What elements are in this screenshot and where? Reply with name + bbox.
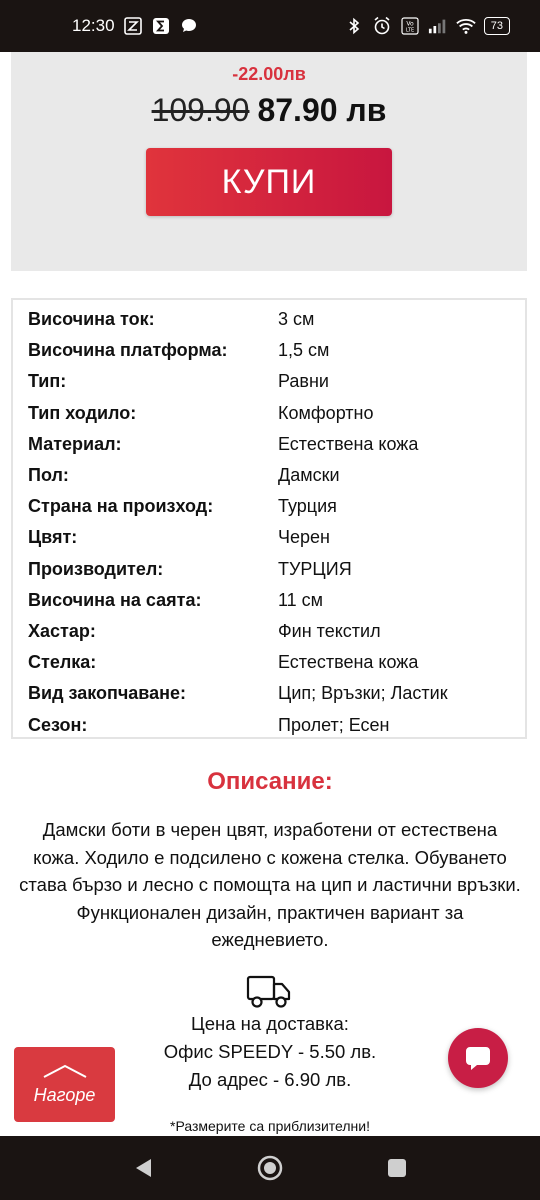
spec-value: Пролет; Есен bbox=[278, 714, 390, 735]
delivery-office-price: Офис SPEEDY - 5.50 лв. bbox=[163, 1041, 377, 1062]
back-triangle-icon bbox=[132, 1156, 154, 1180]
spec-value: 11 см bbox=[278, 589, 324, 610]
spec-value: ТУРЦИЯ bbox=[278, 558, 352, 579]
spec-key: Вид закопчаване: bbox=[28, 683, 187, 704]
spec-value: Комфортно bbox=[278, 402, 374, 423]
spec-key: Материал: bbox=[28, 433, 122, 454]
spec-row bbox=[13, 398, 525, 429]
spec-value: Турция bbox=[278, 496, 337, 517]
spec-value: Цип; Връзки; Ластик bbox=[278, 683, 448, 704]
navigation-bar bbox=[0, 1136, 540, 1200]
status-left bbox=[72, 16, 199, 36]
wifi-icon bbox=[456, 16, 476, 36]
spec-row bbox=[13, 460, 525, 491]
spec-row bbox=[13, 429, 525, 460]
spec-value: 3 см bbox=[278, 309, 315, 330]
delivery-truck-icon bbox=[246, 974, 292, 1010]
home-circle-icon bbox=[256, 1154, 284, 1182]
chevron-up-icon bbox=[40, 1063, 90, 1079]
chat-icon bbox=[463, 1043, 493, 1073]
spec-row bbox=[13, 678, 525, 709]
size-note: *Размерите са приблизителни! bbox=[170, 1118, 370, 1134]
status-time: 12:30 bbox=[72, 16, 115, 35]
spec-value: Черен bbox=[278, 527, 330, 548]
description-title: Описание: bbox=[207, 768, 333, 795]
spec-key: Страна на произход: bbox=[28, 496, 214, 517]
spec-row bbox=[13, 522, 525, 553]
spec-key: Височина ток: bbox=[28, 309, 155, 330]
spec-key: Височина на саята: bbox=[28, 589, 202, 610]
spec-key: Тип: bbox=[28, 371, 67, 392]
spec-value: 1,5 см bbox=[278, 340, 330, 361]
spec-key: Хастар: bbox=[28, 620, 96, 641]
discount-amount: -22.00лв bbox=[232, 64, 306, 84]
spec-value: Естествена кожа bbox=[278, 652, 419, 673]
spec-row bbox=[13, 585, 525, 616]
z-app-icon bbox=[123, 16, 143, 36]
new-price: 87.90 лв bbox=[257, 92, 387, 128]
nav-back-button[interactable] bbox=[123, 1148, 163, 1188]
spec-key: Производител: bbox=[28, 558, 164, 579]
spec-value: Равни bbox=[278, 371, 329, 392]
spec-row bbox=[13, 335, 525, 366]
recents-square-icon bbox=[386, 1157, 408, 1179]
delivery-address-price: До адрес - 6.90 лв. bbox=[188, 1069, 352, 1090]
spec-key: Височина платформа: bbox=[28, 340, 228, 361]
spec-value: Естествена кожа bbox=[278, 433, 419, 454]
spec-row bbox=[13, 554, 525, 585]
spec-key: Цвят: bbox=[28, 527, 78, 548]
spec-key: Тип ходило: bbox=[28, 402, 137, 423]
spec-row bbox=[13, 491, 525, 522]
spec-row bbox=[13, 647, 525, 678]
svg-text:LTE: LTE bbox=[405, 27, 414, 34]
back-to-top-button[interactable] bbox=[14, 1047, 115, 1122]
volte-icon bbox=[400, 16, 420, 36]
spec-key: Стелка: bbox=[28, 652, 97, 673]
old-price: 109.90 bbox=[151, 92, 250, 128]
battery-level: 73 bbox=[490, 19, 503, 32]
price-line bbox=[11, 90, 527, 130]
spec-row bbox=[13, 616, 525, 647]
status-right bbox=[344, 16, 510, 36]
alarm-icon bbox=[372, 16, 392, 36]
back-to-top-label: Нагоре bbox=[33, 1085, 96, 1105]
spec-row bbox=[13, 709, 525, 740]
battery-icon bbox=[484, 17, 510, 35]
status-bar bbox=[0, 0, 540, 52]
nav-recents-button[interactable] bbox=[377, 1148, 417, 1188]
nav-home-button[interactable] bbox=[250, 1148, 290, 1188]
svg-text:Vo: Vo bbox=[406, 20, 414, 28]
buy-button[interactable]: КУПИ bbox=[146, 148, 392, 216]
specs-table bbox=[11, 298, 527, 739]
spec-value: Фин текстил bbox=[278, 620, 381, 641]
sigma-app-icon bbox=[151, 16, 171, 36]
chat-notification-icon bbox=[179, 16, 199, 36]
spec-key: Сезон: bbox=[28, 714, 88, 735]
signal-icon bbox=[428, 16, 448, 36]
spec-row bbox=[13, 366, 525, 397]
chat-button[interactable] bbox=[448, 1028, 508, 1088]
price-card bbox=[11, 52, 527, 271]
description-text: Дамски боти в черен цвят, изработени от естествена кожа. Ходило е подсилено с кожена стелка. Обуването става бързо и лесно с помощта на цип и ластични връзки. Функционален дизайн, практичен вариант за ежедневието. bbox=[19, 819, 521, 950]
spec-row bbox=[13, 304, 525, 335]
spec-key: Пол: bbox=[28, 465, 69, 486]
delivery-title: Цена на доставка: bbox=[191, 1013, 349, 1034]
spec-value: Дамски bbox=[278, 465, 340, 486]
bluetooth-icon bbox=[344, 16, 364, 36]
